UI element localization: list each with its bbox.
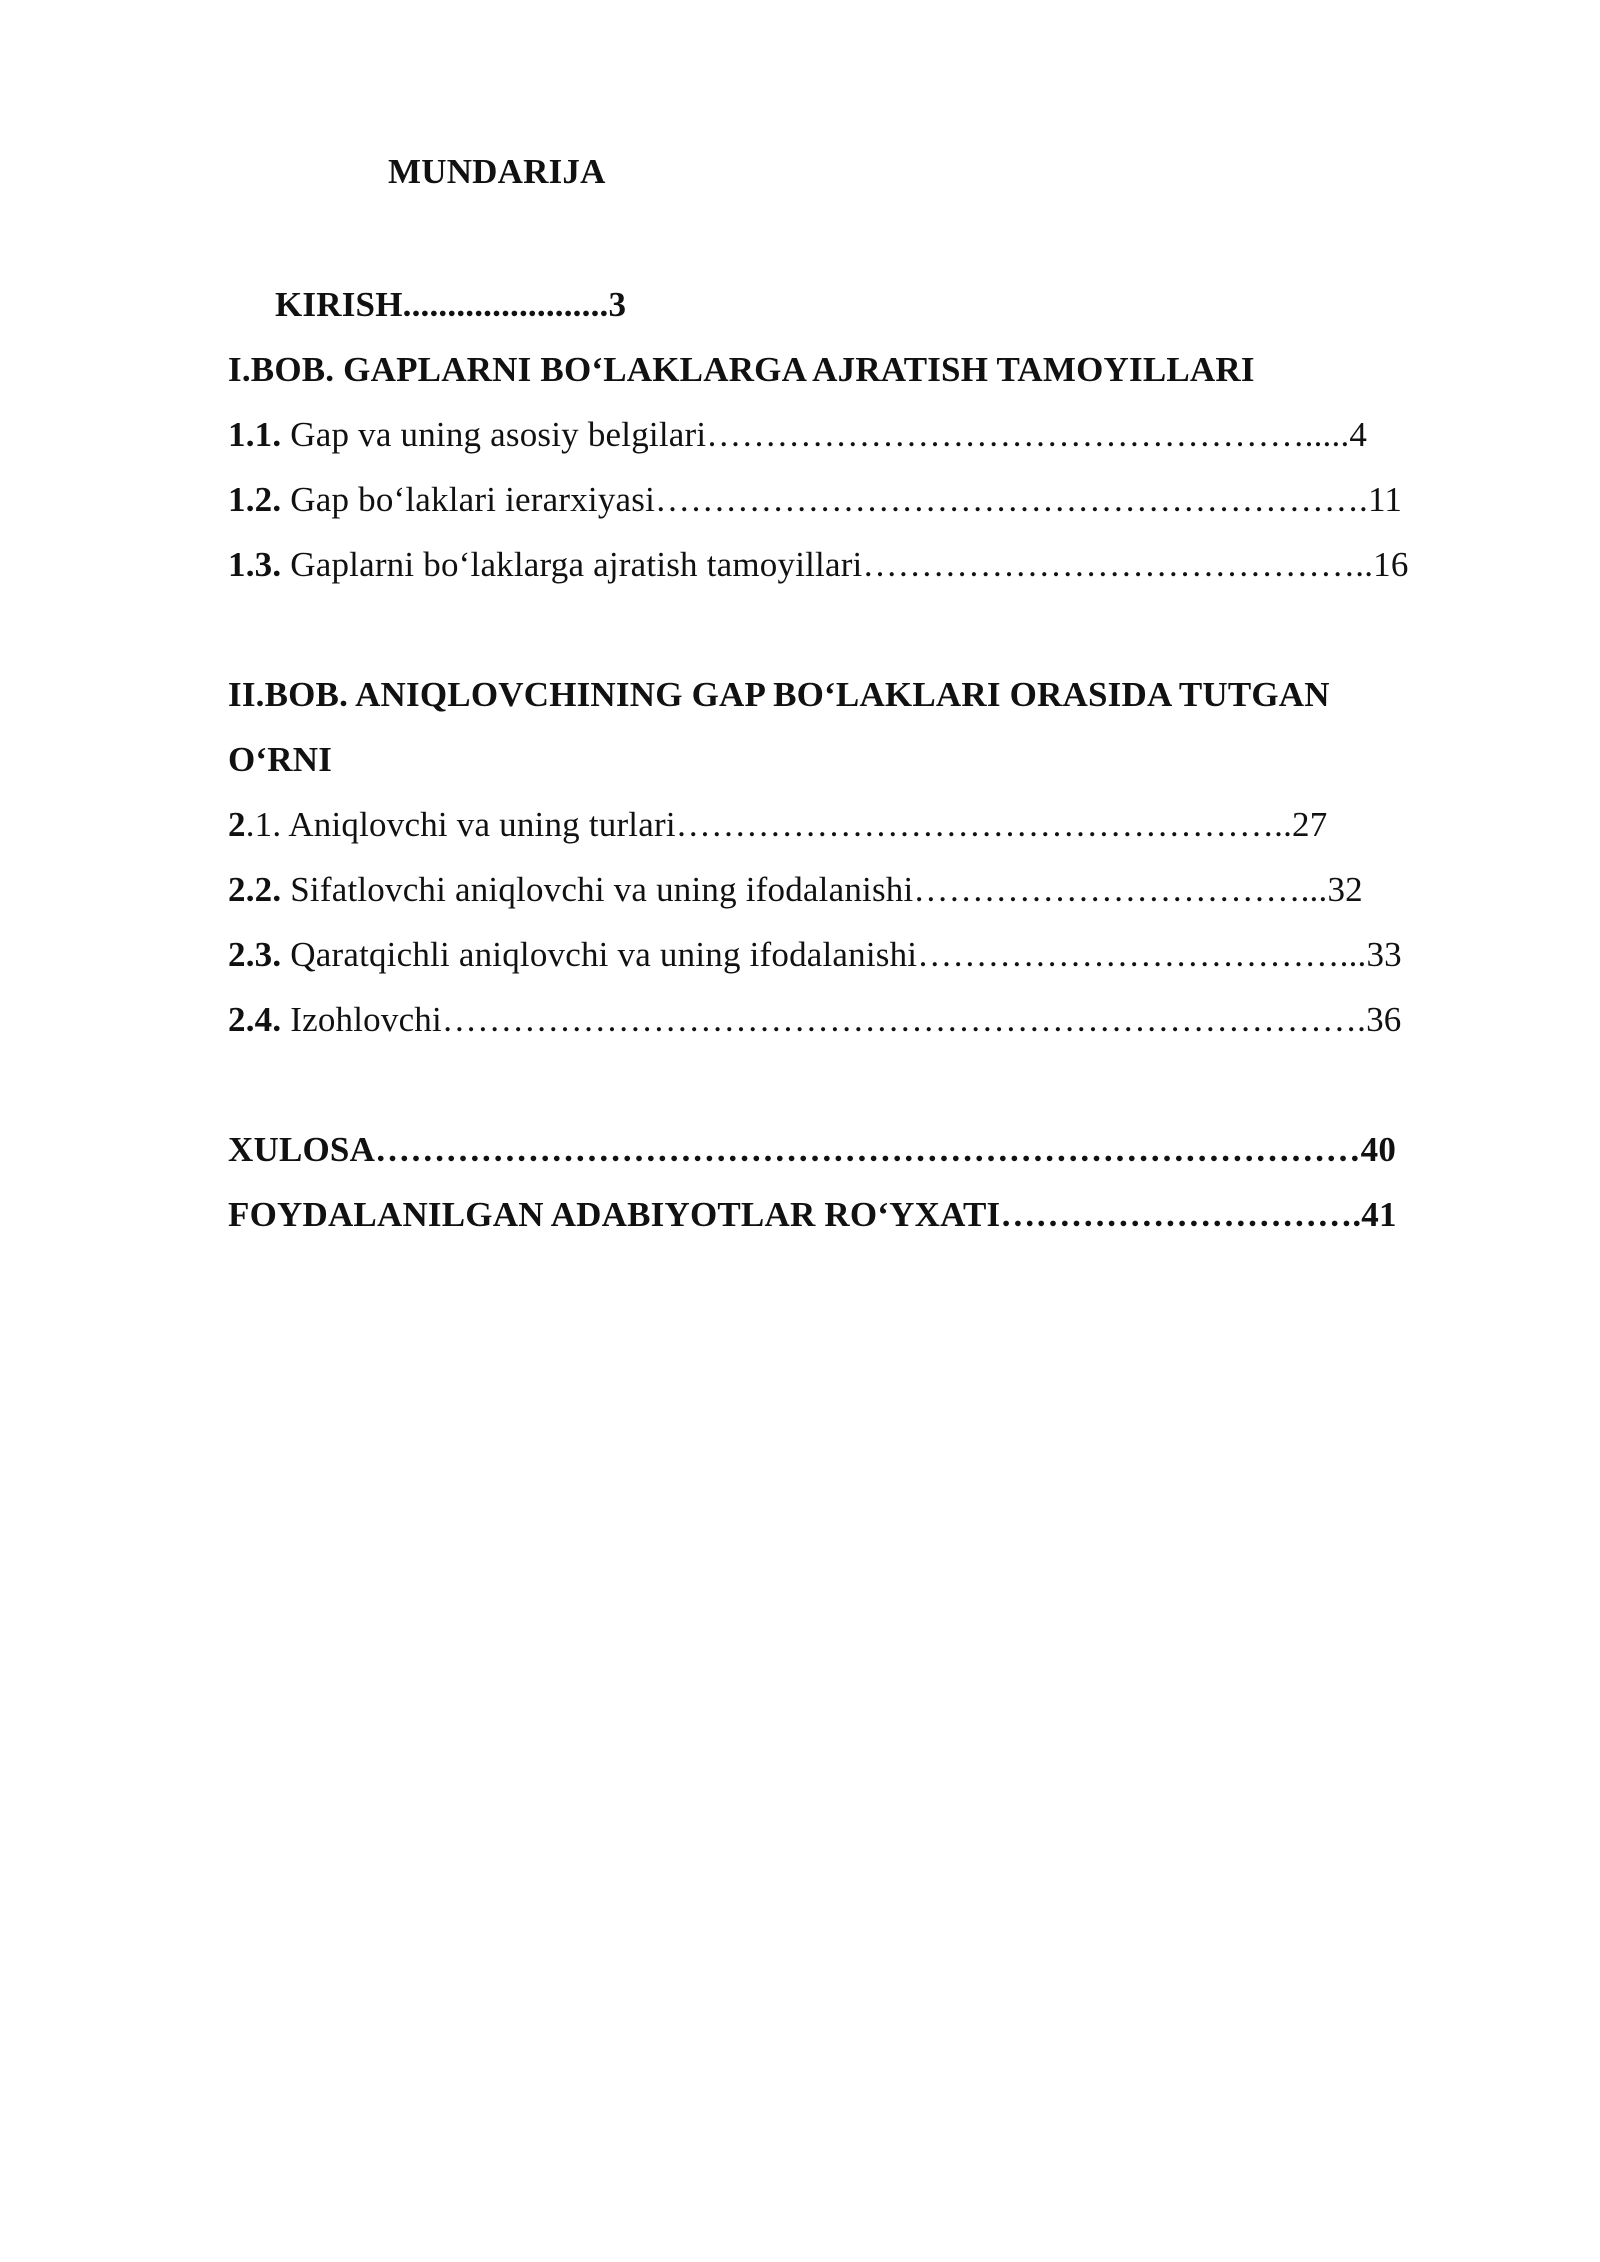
toc-entry-number: 2.4. <box>228 1000 282 1039</box>
toc-entry-text: Gap bo‘laklari ierarxiyasi…………………………………………………….11 <box>281 480 1403 519</box>
toc-entry-1-3 <box>228 542 1409 588</box>
toc-entry-2-1 <box>228 802 1327 848</box>
toc-entry-text: Gaplarni bo‘laklarga ajratish tamoyillari……………………………………..16 <box>281 545 1409 584</box>
toc-entry-number: 2 <box>228 805 246 844</box>
toc-entry-text: Izohlovchi…………………………………………………………………….36 <box>281 1000 1402 1039</box>
chapter-2-heading-line-1: II.BOB. ANIQLOVCHINING GAP BO‘LAKLARI ORASIDA TUTGAN <box>228 675 1330 714</box>
toc-entry-number: 1.2. <box>228 480 282 519</box>
toc-entry-number: 1.1. <box>228 415 282 454</box>
page-title: MUNDARIJA <box>388 152 606 191</box>
toc-entry-2-2 <box>228 867 1363 913</box>
toc-entry-text: Gap va uning asosiy belgilari…………………………………………….....4 <box>281 415 1368 454</box>
toc-entry-number: 1.3. <box>228 545 282 584</box>
toc-entry-text: Aniqlovchi va uning turlari……………………………………………..27 <box>281 805 1328 844</box>
toc-entry-text: Qaratqichli aniqlovchi va uning ifodalanishi………………………………...33 <box>281 935 1402 974</box>
chapter-1-heading: I.BOB. GAPLARNI BO‘LAKLARGA AJRATISH TAMOYILLARI <box>228 350 1255 389</box>
toc-entry-number: 2.3. <box>228 935 282 974</box>
toc-entry-xulosa: XULOSA…………………………………………………………………………40 <box>228 1130 1397 1169</box>
toc-entry-1-1 <box>228 412 1367 458</box>
toc-entry-2-3 <box>228 932 1402 978</box>
toc-entry-2-4 <box>228 997 1402 1043</box>
chapter-2-heading-line-2: O‘RNI <box>228 740 333 779</box>
toc-entry-number: 2.2. <box>228 870 282 909</box>
toc-entry-kirish: KIRISH.......................3 <box>275 285 627 324</box>
toc-entry-references: FOYDALANILGAN ADABIYOTLAR RO‘YXATI………………………….41 <box>228 1195 1397 1234</box>
toc-entry-text: Sifatlovchi aniqlovchi va uning ifodalanishi……………………………...32 <box>281 870 1363 909</box>
toc-entry-number-rest: .1. <box>245 805 282 844</box>
toc-entry-1-2 <box>228 477 1402 523</box>
